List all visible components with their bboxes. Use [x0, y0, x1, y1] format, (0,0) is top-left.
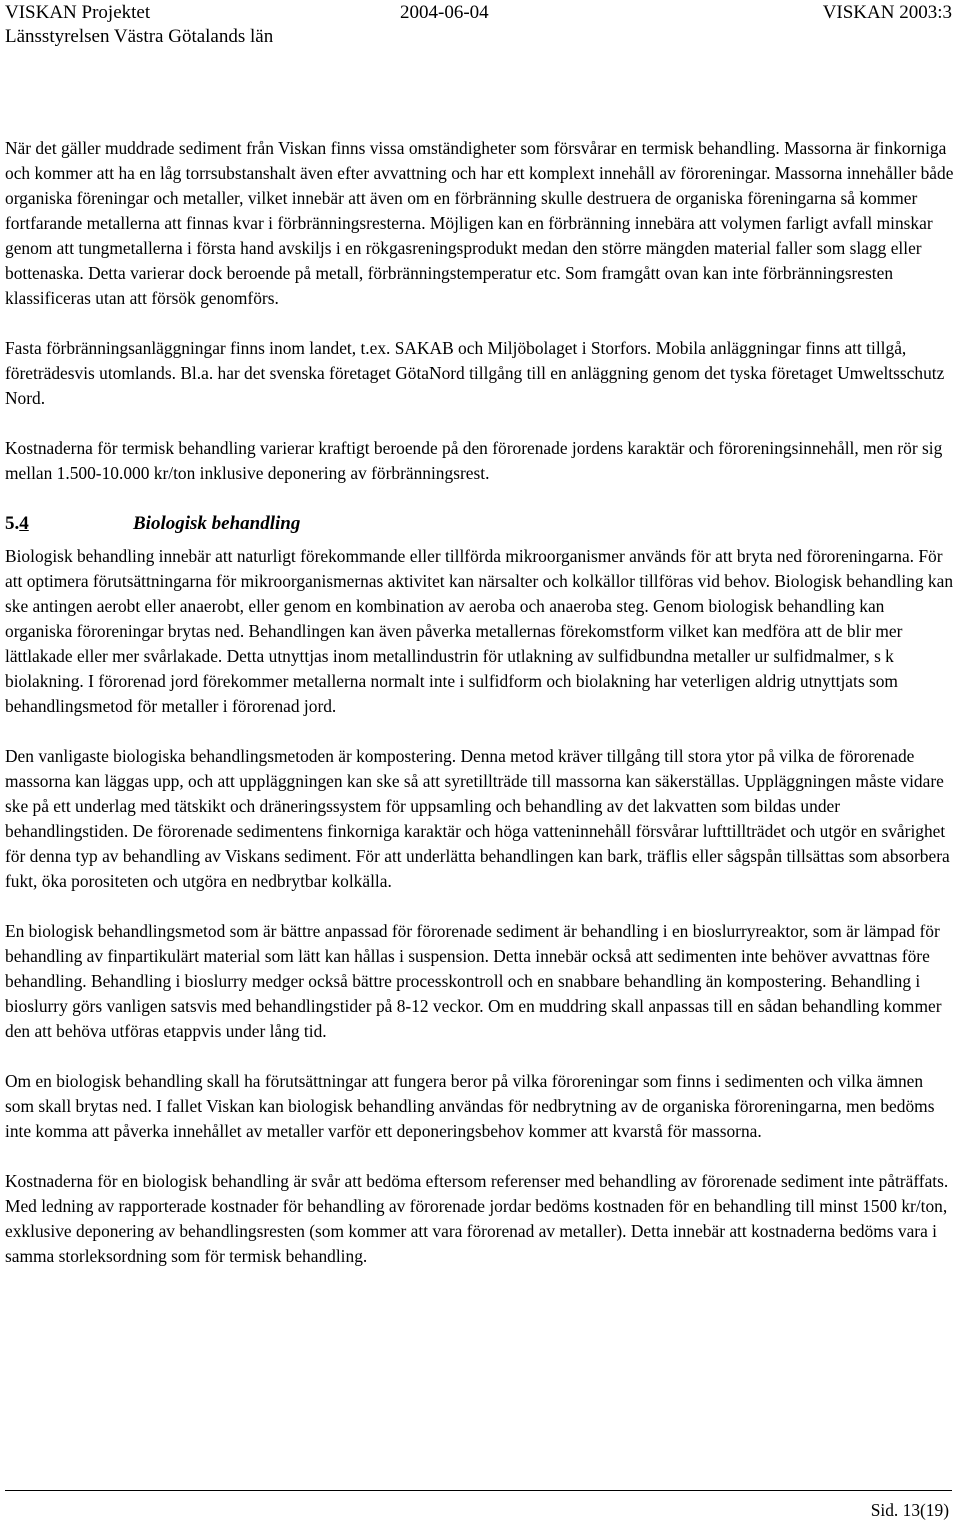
paragraph-biological-costs: Kostnaderna för en biologisk behandling är svår att bedöma eftersom referenser med behandling av förorenade sediment inte påträffats. Med ledning av rapporterade kostnader för behandling av förorenade jordar bedöms kostnaden för en behandling till minst 1500 kr/ton, exklusive deponering av behandlingsresten (som kommer att vara förorenad av metaller). Detta innebär att kostnaderna bedöms vara i samma storleksordning som för termisk behandling. [5, 1171, 949, 1266]
paragraph-incineration-plants: Fasta förbränningsanläggningar finns inom landet, t.ex. SAKAB och Miljöbolaget i Storfors. Mobila anläggningar finns att tillgå, företrädesvis utomlands. Bl.a. har det svenska företaget GötaNord tillgång till en anläggning genom det tyska företaget Umweltsschutz Nord. [5, 338, 945, 408]
header-row-top [5, 0, 952, 24]
paragraph-thermal-costs: Kostnaderna för termisk behandling varierar kraftigt beroende på den förorenade jordens karaktär och föroreningsinnehåll, men rör sig mellan 1.500-10.000 kr/ton inklusive deponering av förbränningsrest. [5, 438, 943, 483]
header-organization: Länsstyrelsen Västra Götalands län [5, 26, 274, 47]
header-row-bottom [5, 24, 952, 48]
section-number-sub: 4 [19, 513, 29, 534]
section-title: Biologisk behandling [133, 513, 301, 534]
paragraph-composting: Den vanligaste biologiska behandlingsmetoden är kompostering. Denna metod kräver tillgång till stora ytor på vilka de förorenade massorna kan läggas upp, och att uppläggningen kan ske så att syretillträde till massorna kan säkerställas. Uppläggningen måste vidare ske på ett underlag med tätskikt och dräneringssystem för uppsamling och behandling av det lakvatten som bildas under behandlingstiden. De förorenade sedimentens finkorniga karaktär och höga vatteninnehåll försvårar lufttillträdet och utgör en svårighet för denna typ av behandling av Viskans sediment. För att underlätta behandlingen kan bark, träflis eller sågspån tillsättas som absorbera fukt, öka porositeten och utgöra en nedbrytbar kolkälla. [5, 746, 950, 891]
page-number: Sid. 13(19) [870, 1500, 949, 1520]
document-body [5, 136, 955, 1294]
section-number-main: 5. [5, 513, 20, 534]
paragraph-biological-intro: Biologisk behandling innebär att naturligt förekommande eller tillförda mikroorganismer används för att bryta ned föroreningarna. För att optimera förutsättningarna för mikroorganismernas aktivitet kan närsalter och kolkällor tillföras vid behov. Biologisk behandling kan ske antingen aerobt eller anaerobt, eller genom en kombination av aeroba och anaeroba steg. Genom biologisk behandling kan organiska föroreningar brytas ned. Behandlingen kan även påverka metallernas förekomstform vilket kan medföra att de blir mer lättlakade eller mer svårlakade. Detta utnyttjas inom metallindustrin för utlakning av sulfidbundna metaller ur sulfidmalmer, s k biolakning. I förorenad jord förekommer metallerna normalt inte i sulfidform och biolakning har veterligen aldrig utnyttjats som behandlingsmetod för metaller i förorenad jord. [5, 546, 954, 716]
section-number [5, 511, 29, 536]
paragraph-viskan-applicability: Om en biologisk behandling skall ha förutsättningar att fungera beror på vilka föroreningar som finns i sedimenten och vilka ämnen som skall brytas ned. I fallet Viskan kan biologisk behandling användas för nedbrytning av de organiska föroreningarna, men bedöms inte komma att påverka innehållet av metaller varför ett deponeringsbehov kommer att kvarstå för massorna. [5, 1071, 935, 1141]
section-heading [5, 511, 955, 536]
header-code: VISKAN 2003:3 [822, 2, 952, 23]
page-header [5, 0, 952, 48]
header-date: 2004-06-04 [400, 2, 489, 23]
footer-divider [5, 1490, 952, 1491]
paragraph-bioslurry: En biologisk behandlingsmetod som är bättre anpassad för förorenade sediment är behandling i en bioslurryreaktor, som är lämpad för behandling av finpartikulärt material som lätt kan hållas i suspension. Detta innebär också att sedimenten inte behöver avvattnas före behandling. Behandling i bioslurry medger också bättre processkontroll och en snabbare behandling än kompostering. Behandling i bioslurry görs vanligen satsvis med behandlingstider på 8-12 veckor. Om en muddring skall anpassas till en sådan behandling kommer den att behöva utföras etappvis under lång tid. [5, 921, 942, 1041]
header-project: VISKAN Projektet [5, 2, 151, 23]
paragraph-thermal-sediment: När det gäller muddrade sediment från Viskan finns vissa omständigheter som försvårar en termisk behandling. Massorna är finkorniga och kommer att ha en låg torrsubstanshalt även efter avvattning och har ett komplext innehåll av föroreningar. Massorna innehåller både organiska föreningar och metaller, vilket innebär att även om en förbränning skulle destruera de organiska föreningarna så kommer fortfarande metallerna att finnas kvar i förbränningsresterna. Möjligen kan en förbränning innebära att volymen farligt avfall minskar genom att tungmetallerna i första hand avskiljs i en rökgasreningsprodukt medan den större mängden material faller som slagg eller bottenaska. Detta varierar dock beroende på metall, förbränningstemperatur etc. Som framgått ovan kan inte förbränningsresten klassificeras utan att försök genomförs. [5, 138, 954, 308]
